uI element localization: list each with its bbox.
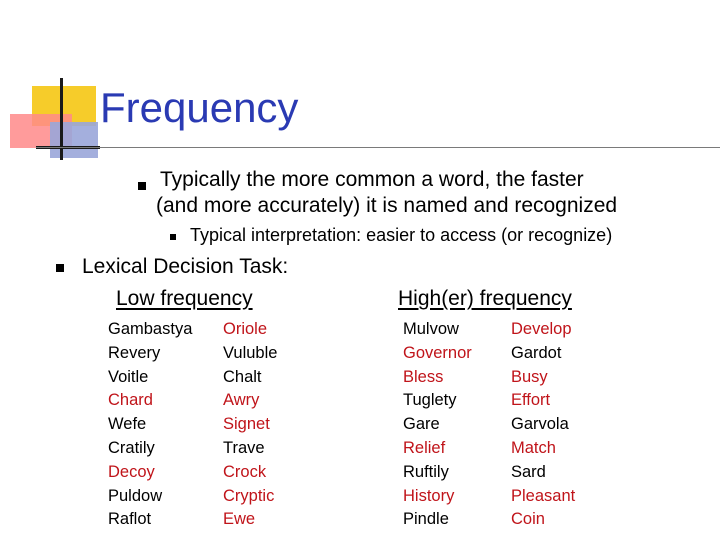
word-item: Gardot [511, 343, 562, 362]
word-item: Coin [511, 510, 545, 529]
word-item: Pindle [403, 510, 449, 529]
word-item: Pleasant [511, 486, 576, 505]
bullet-icon [56, 264, 64, 272]
lexical-decision-heading: Lexical Decision Task: [82, 255, 289, 278]
sub-bullet-text: Typical interpretation: easier to access (or recognize) [190, 225, 613, 245]
word-item: Cratily [108, 438, 155, 457]
word-item: Oriole [223, 320, 268, 338]
word-item: Bless [403, 367, 444, 386]
word-item: Gambastya [108, 320, 193, 338]
word-item: Garvola [511, 415, 569, 434]
word-item: History [403, 486, 455, 505]
word-item: Governor [403, 343, 472, 362]
word-item: Ewe [223, 510, 256, 529]
word-item: Relief [403, 438, 446, 457]
logo-blue-square [50, 122, 98, 158]
word-item: Chard [108, 391, 153, 410]
word-item: Gare [403, 415, 440, 434]
word-item: Develop [511, 320, 572, 338]
high-frequency-heading: High(er) frequency [398, 287, 572, 310]
word-column-high-2 [511, 318, 575, 532]
word-item: Match [511, 438, 556, 457]
word-column-low-2 [223, 318, 277, 532]
word-item: Effort [511, 391, 551, 410]
slide-title: Frequency [100, 84, 299, 131]
low-frequency-heading: Low frequency [116, 287, 253, 310]
word-item: Signet [223, 415, 270, 434]
word-item: Cryptic [223, 486, 275, 505]
word-item: Sard [511, 462, 546, 481]
word-item: Trave [223, 438, 265, 457]
word-item: Chalt [223, 367, 262, 386]
word-item: Puldow [108, 486, 163, 505]
word-item: Awry [223, 391, 260, 410]
word-item: Crock [223, 462, 267, 481]
word-item: Wefe [108, 415, 147, 434]
word-item: Busy [511, 367, 548, 386]
word-item: Mulvow [403, 320, 459, 338]
word-item: Voitle [108, 367, 149, 386]
bullet-text-line2: (and more accurately) it is named and recognized [156, 194, 618, 217]
word-item: Vuluble [223, 343, 278, 362]
word-item: Decoy [108, 462, 155, 481]
bullet-text-line1: Typically the more common a word, the faster [160, 168, 584, 191]
bullet-icon [138, 182, 146, 190]
word-item: Revery [108, 343, 161, 362]
word-item: Tuglety [403, 391, 457, 410]
sub-bullet-icon [170, 234, 176, 240]
title-divider [36, 147, 720, 148]
word-item: Raflot [108, 510, 152, 529]
word-item: Ruftily [403, 462, 449, 481]
word-column-high-1 [403, 318, 472, 532]
word-column-low-1 [108, 318, 192, 532]
